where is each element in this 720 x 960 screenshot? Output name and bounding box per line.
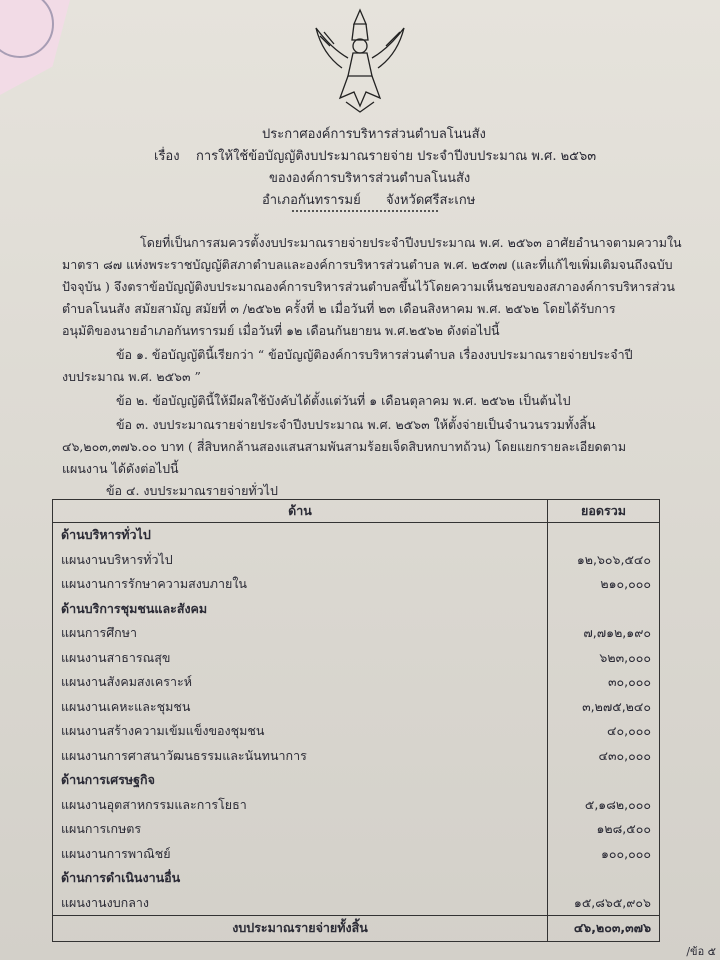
table-row [53,621,660,646]
plan-amount: ๖๒๓,๐๐๐ [548,646,660,671]
plan-label: แผนงานบริหารทั่วไป [53,548,548,573]
organization-name: ขององค์การบริหารส่วนตำบลโนนสัง [269,171,471,186]
plan-amount [548,523,660,548]
section-label: ด้านบริหารทั่วไป [53,523,548,548]
preamble-line-4: ตำบลโนนสัง สมัยสามัญ สมัยที่ ๓ /๒๕๖๒ ครั้งที่ ๒ เมื่อวันที่ ๒๓ เดือนสิงหาคม พ.ศ. ๒๕๖๒ โดยได้รับการ [62,301,616,316]
section-label: ด้านการเศรษฐกิจ [53,768,548,793]
subject-label: เรื่อง [154,149,180,164]
table-header-row [53,500,660,523]
announcement-title: ประกาศองค์การบริหารส่วนตำบลโนนสัง [262,127,486,142]
plan-label: แผนงานสังคมสงเคราะห์ [53,670,548,695]
column-header-total: ยอดรวม [548,500,660,523]
budget-table [52,499,660,942]
preamble-line-3: ปัจจุบัน ) จึงตราข้อบัญญัติงบประมาณองค์การบริหารส่วนตำบลขึ้นไว้โดยความเห็นชอบของสภาองค์การบริหารส่วน [62,279,675,294]
clause-3-line-3: แผนงาน ได้ดังต่อไปนี้ [62,461,179,476]
plan-amount: ๓๐,๐๐๐ [548,670,660,695]
province-name: จังหวัดศรีสะเกษ [386,193,476,208]
table-row [53,744,660,769]
clause-4: ข้อ ๔. งบประมาณรายจ่ายทั่วไป [106,483,278,498]
plan-label: แผนการศึกษา [53,621,548,646]
continuation-note: /ข้อ ๕ [686,945,716,958]
clause-3-line-2: ๔๖,๒๐๓,๓๗๖.๐๐ บาท ( สี่สิบหกล้านสองแสนสามพันสามร้อยเจ็ดสิบหกบาทถ้วน) โดยแยกรายละเอียดตาม [62,439,627,454]
plan-amount: ๑๕,๘๖๕,๙๐๖ [548,891,660,916]
section-label: ด้านบริการชุมชนและสังคม [53,597,548,622]
table-row [53,646,660,671]
clause-1-line-1: ข้อ ๑. ข้อบัญญัตินี้เรียกว่า “ ข้อบัญญัติองค์การบริหารส่วนตำบล เรื่องงบประมาณรายจ่ายประจำปี [116,347,633,362]
plan-amount: ๗,๗๑๒,๑๙๐ [548,621,660,646]
preamble-line-1: โดยที่เป็นการสมควรตั้งงบประมาณรายจ่ายประจำปีงบประมาณ พ.ศ. ๒๕๖๓ อาศัยอำนาจตามความใน [140,235,682,250]
total-amount: ๔๖,๒๐๓,๓๗๖ [548,916,660,942]
plan-label: แผนงานงบกลาง [53,891,548,916]
plan-label: แผนงานอุตสาหกรรมและการโยธา [53,793,548,818]
plan-amount: ๑๒๘,๕๐๐ [548,817,660,842]
section-row [53,768,660,793]
plan-amount: ๑๐๐,๐๐๐ [548,842,660,867]
plan-amount: ๑๒,๖๐๖,๕๔๐ [548,548,660,573]
section-label: ด้านการดำเนินงานอื่น [53,866,548,891]
plan-label: แผนการเกษตร [53,817,548,842]
plan-amount [548,866,660,891]
plan-label: แผนงานการพาณิชย์ [53,842,548,867]
plan-amount: ๒๑๐,๐๐๐ [548,572,660,597]
table-row [53,793,660,818]
table-row [53,719,660,744]
plan-amount: ๓,๒๗๕,๒๔๐ [548,695,660,720]
plan-label: แผนงานการศาสนาวัฒนธรรมและนันทนาการ [53,744,548,769]
header-divider [292,210,438,212]
plan-amount: ๔๐,๐๐๐ [548,719,660,744]
clause-3-line-1: ข้อ ๓. งบประมาณรายจ่ายประจำปีงบประมาณ พ.ศ. ๒๕๖๓ ให้ตั้งจ่ายเป็นจำนวนรวมทั้งสิ้น [116,417,596,432]
section-row [53,523,660,548]
plan-label: แผนงานสาธารณสุข [53,646,548,671]
clause-2: ข้อ ๒. ข้อบัญญัตินี้ให้มีผลใช้บังคับได้ตั้งแต่วันที่ ๑ เดือนตุลาคม พ.ศ. ๒๕๖๒ เป็นต้นไป [116,393,571,408]
preamble-line-2: มาตรา ๘๗ แห่งพระราชบัญญัติสภาตำบลและองค์การบริหารส่วนตำบล พ.ศ. ๒๕๓๗ (และที่แก้ไขเพิ่มเติมจนถึงฉบับ [62,257,673,272]
total-label: งบประมาณรายจ่ายทั้งสิ้น [53,916,548,942]
table-row [53,842,660,867]
table-row [53,817,660,842]
plan-amount: ๕,๑๘๒,๐๐๐ [548,793,660,818]
table-row [53,695,660,720]
table-row [53,572,660,597]
section-row [53,597,660,622]
plan-label: แผนงานเคหะและชุมชน [53,695,548,720]
plan-amount [548,597,660,622]
table-row [53,548,660,573]
district-name: อำเภอกันทรารมย์ [262,193,361,208]
garuda-emblem-icon [310,6,410,116]
plan-label: แผนงานการรักษาความสงบภายใน [53,572,548,597]
plan-amount: ๔๓๐,๐๐๐ [548,744,660,769]
total-row [53,916,660,942]
plan-label: แผนงานสร้างความเข้มแข็งของชุมชน [53,719,548,744]
preamble-line-5: อนุมัติของนายอำเภอกันทรารมย์ เมื่อวันที่ ๑๒ เดือนกันยายน พ.ศ.๒๕๖๒ ดังต่อไปนี้ [62,323,500,338]
plan-amount [548,768,660,793]
subject-text: การให้ใช้ข้อบัญญัติงบประมาณรายจ่าย ประจำปีงบประมาณ พ.ศ. ๒๕๖๓ [196,149,597,164]
table-row [53,891,660,916]
clause-1-line-2: งบประมาณ พ.ศ. ๒๕๖๓ ” [62,369,201,384]
section-row [53,866,660,891]
table-row [53,670,660,695]
column-header-side: ด้าน [53,500,548,523]
